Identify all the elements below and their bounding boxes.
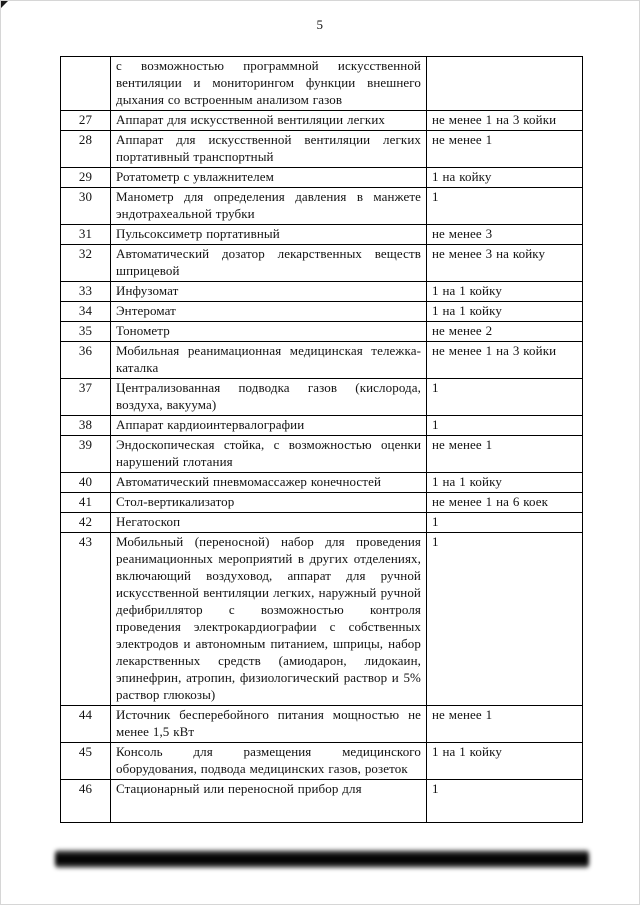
- equipment-quantity-cell: не менее 1 на 3 койки: [427, 111, 583, 131]
- equipment-name-cell: Мобильная реанимационная медицинская тележка-каталка: [111, 342, 427, 379]
- equipment-quantity-cell: не менее 1: [427, 131, 583, 168]
- row-number: 38: [61, 416, 111, 436]
- scan-corner-artifact: [1, 1, 8, 8]
- row-number: 28: [61, 131, 111, 168]
- equipment-name-cell: Тонометр: [111, 322, 427, 342]
- table-row: [61, 436, 583, 473]
- table-row: [61, 342, 583, 379]
- row-number: 45: [61, 743, 111, 780]
- equipment-name-cell: Стол-вертикализатор: [111, 493, 427, 513]
- row-number: 27: [61, 111, 111, 131]
- scan-shadow-artifact: [55, 850, 589, 868]
- equipment-name-cell: Мобильный (переносной) набор для проведения реанимационных мероприятий в других отделениях, включающий воздуховод, аппарат для ручной искусственной вентиляции легких, наружный ручной дефибриллятор с возможностью контроля проведения электрокардиографии с собственных электродов и автономным питанием, шприцы, набор лекарственных средств (амиодарон, лидокаин, эпинефрин, атропин, физиологический раствор и 5% раствор глюкозы): [111, 533, 427, 706]
- row-number: 33: [61, 282, 111, 302]
- equipment-table-body: [61, 57, 583, 823]
- equipment-quantity-cell: [427, 57, 583, 111]
- row-number: 41: [61, 493, 111, 513]
- table-row: [61, 111, 583, 131]
- row-number: 39: [61, 436, 111, 473]
- row-number: 29: [61, 168, 111, 188]
- table-row: [61, 473, 583, 493]
- equipment-name-cell: Аппарат для искусственной вентиляции легких: [111, 111, 427, 131]
- equipment-quantity-cell: 1 на 1 койку: [427, 302, 583, 322]
- row-number: 34: [61, 302, 111, 322]
- equipment-name-cell: Автоматический дозатор лекарственных веществ шприцевой: [111, 245, 427, 282]
- table-row: [61, 379, 583, 416]
- equipment-name-cell: Источник бесперебойного питания мощностью не менее 1,5 кВт: [111, 706, 427, 743]
- row-number: 46: [61, 780, 111, 823]
- equipment-name-cell: Негатоскоп: [111, 513, 427, 533]
- table-row: [61, 533, 583, 706]
- equipment-quantity-cell: 1 на койку: [427, 168, 583, 188]
- equipment-quantity-cell: не менее 1: [427, 706, 583, 743]
- row-number: 44: [61, 706, 111, 743]
- row-number: 35: [61, 322, 111, 342]
- equipment-name-cell: Манометр для определения давления в манжете эндотрахеальной трубки: [111, 188, 427, 225]
- row-number: 36: [61, 342, 111, 379]
- equipment-quantity-cell: 1: [427, 513, 583, 533]
- equipment-quantity-cell: не менее 1: [427, 436, 583, 473]
- row-number: 42: [61, 513, 111, 533]
- table-row: [61, 302, 583, 322]
- equipment-name-cell: Эндоскопическая стойка, с возможностью оценки нарушений глотания: [111, 436, 427, 473]
- table-row: [61, 780, 583, 823]
- equipment-name-cell: Консоль для размещения медицинского оборудования, подвода медицинских газов, розеток: [111, 743, 427, 780]
- equipment-quantity-cell: не менее 1 на 3 койки: [427, 342, 583, 379]
- equipment-name-cell: Автоматический пневмомассажер конечностей: [111, 473, 427, 493]
- table-row: [61, 513, 583, 533]
- row-number: 37: [61, 379, 111, 416]
- table-row: [61, 245, 583, 282]
- equipment-quantity-cell: 1: [427, 379, 583, 416]
- equipment-name-cell: Инфузомат: [111, 282, 427, 302]
- equipment-quantity-cell: не менее 2: [427, 322, 583, 342]
- equipment-quantity-cell: 1 на 1 койку: [427, 282, 583, 302]
- table-row: [61, 706, 583, 743]
- equipment-quantity-cell: не менее 1 на 6 коек: [427, 493, 583, 513]
- equipment-quantity-cell: 1: [427, 780, 583, 823]
- table-row: [61, 225, 583, 245]
- equipment-quantity-cell: 1: [427, 188, 583, 225]
- equipment-name-cell: Аппарат кардиоинтервалографии: [111, 416, 427, 436]
- equipment-name-cell: Пульсоксиметр портативный: [111, 225, 427, 245]
- table-row: [61, 57, 583, 111]
- table-row: [61, 131, 583, 168]
- table-row: [61, 168, 583, 188]
- equipment-quantity-cell: 1 на 1 койку: [427, 473, 583, 493]
- equipment-quantity-cell: 1 на 1 койку: [427, 743, 583, 780]
- row-number: 43: [61, 533, 111, 706]
- row-number: 40: [61, 473, 111, 493]
- table-row: [61, 493, 583, 513]
- table-row: [61, 282, 583, 302]
- equipment-quantity-cell: не менее 3: [427, 225, 583, 245]
- equipment-name-cell: Стационарный или переносной прибор для: [111, 780, 427, 823]
- equipment-quantity-cell: не менее 3 на койку: [427, 245, 583, 282]
- equipment-name-cell: Аппарат для искусственной вентиляции легких портативный транспортный: [111, 131, 427, 168]
- equipment-quantity-cell: 1: [427, 533, 583, 706]
- table-row: [61, 416, 583, 436]
- row-number: 31: [61, 225, 111, 245]
- table-row: [61, 322, 583, 342]
- equipment-name-cell: Централизованная подводка газов (кислорода, воздуха, вакуума): [111, 379, 427, 416]
- equipment-quantity-cell: 1: [427, 416, 583, 436]
- equipment-name-cell: Ротатометр с увлажнителем: [111, 168, 427, 188]
- row-number: 30: [61, 188, 111, 225]
- equipment-name-cell: с возможностью программной искусственной вентиляции и мониторингом функции внешнего дыхания со встроенным анализом газов: [111, 57, 427, 111]
- table-row: [61, 188, 583, 225]
- equipment-name-cell: Энтеромат: [111, 302, 427, 322]
- row-number: [61, 57, 111, 111]
- table-row: [61, 743, 583, 780]
- row-number: 32: [61, 245, 111, 282]
- page-number: 5: [316, 17, 324, 32]
- equipment-table: [60, 56, 583, 823]
